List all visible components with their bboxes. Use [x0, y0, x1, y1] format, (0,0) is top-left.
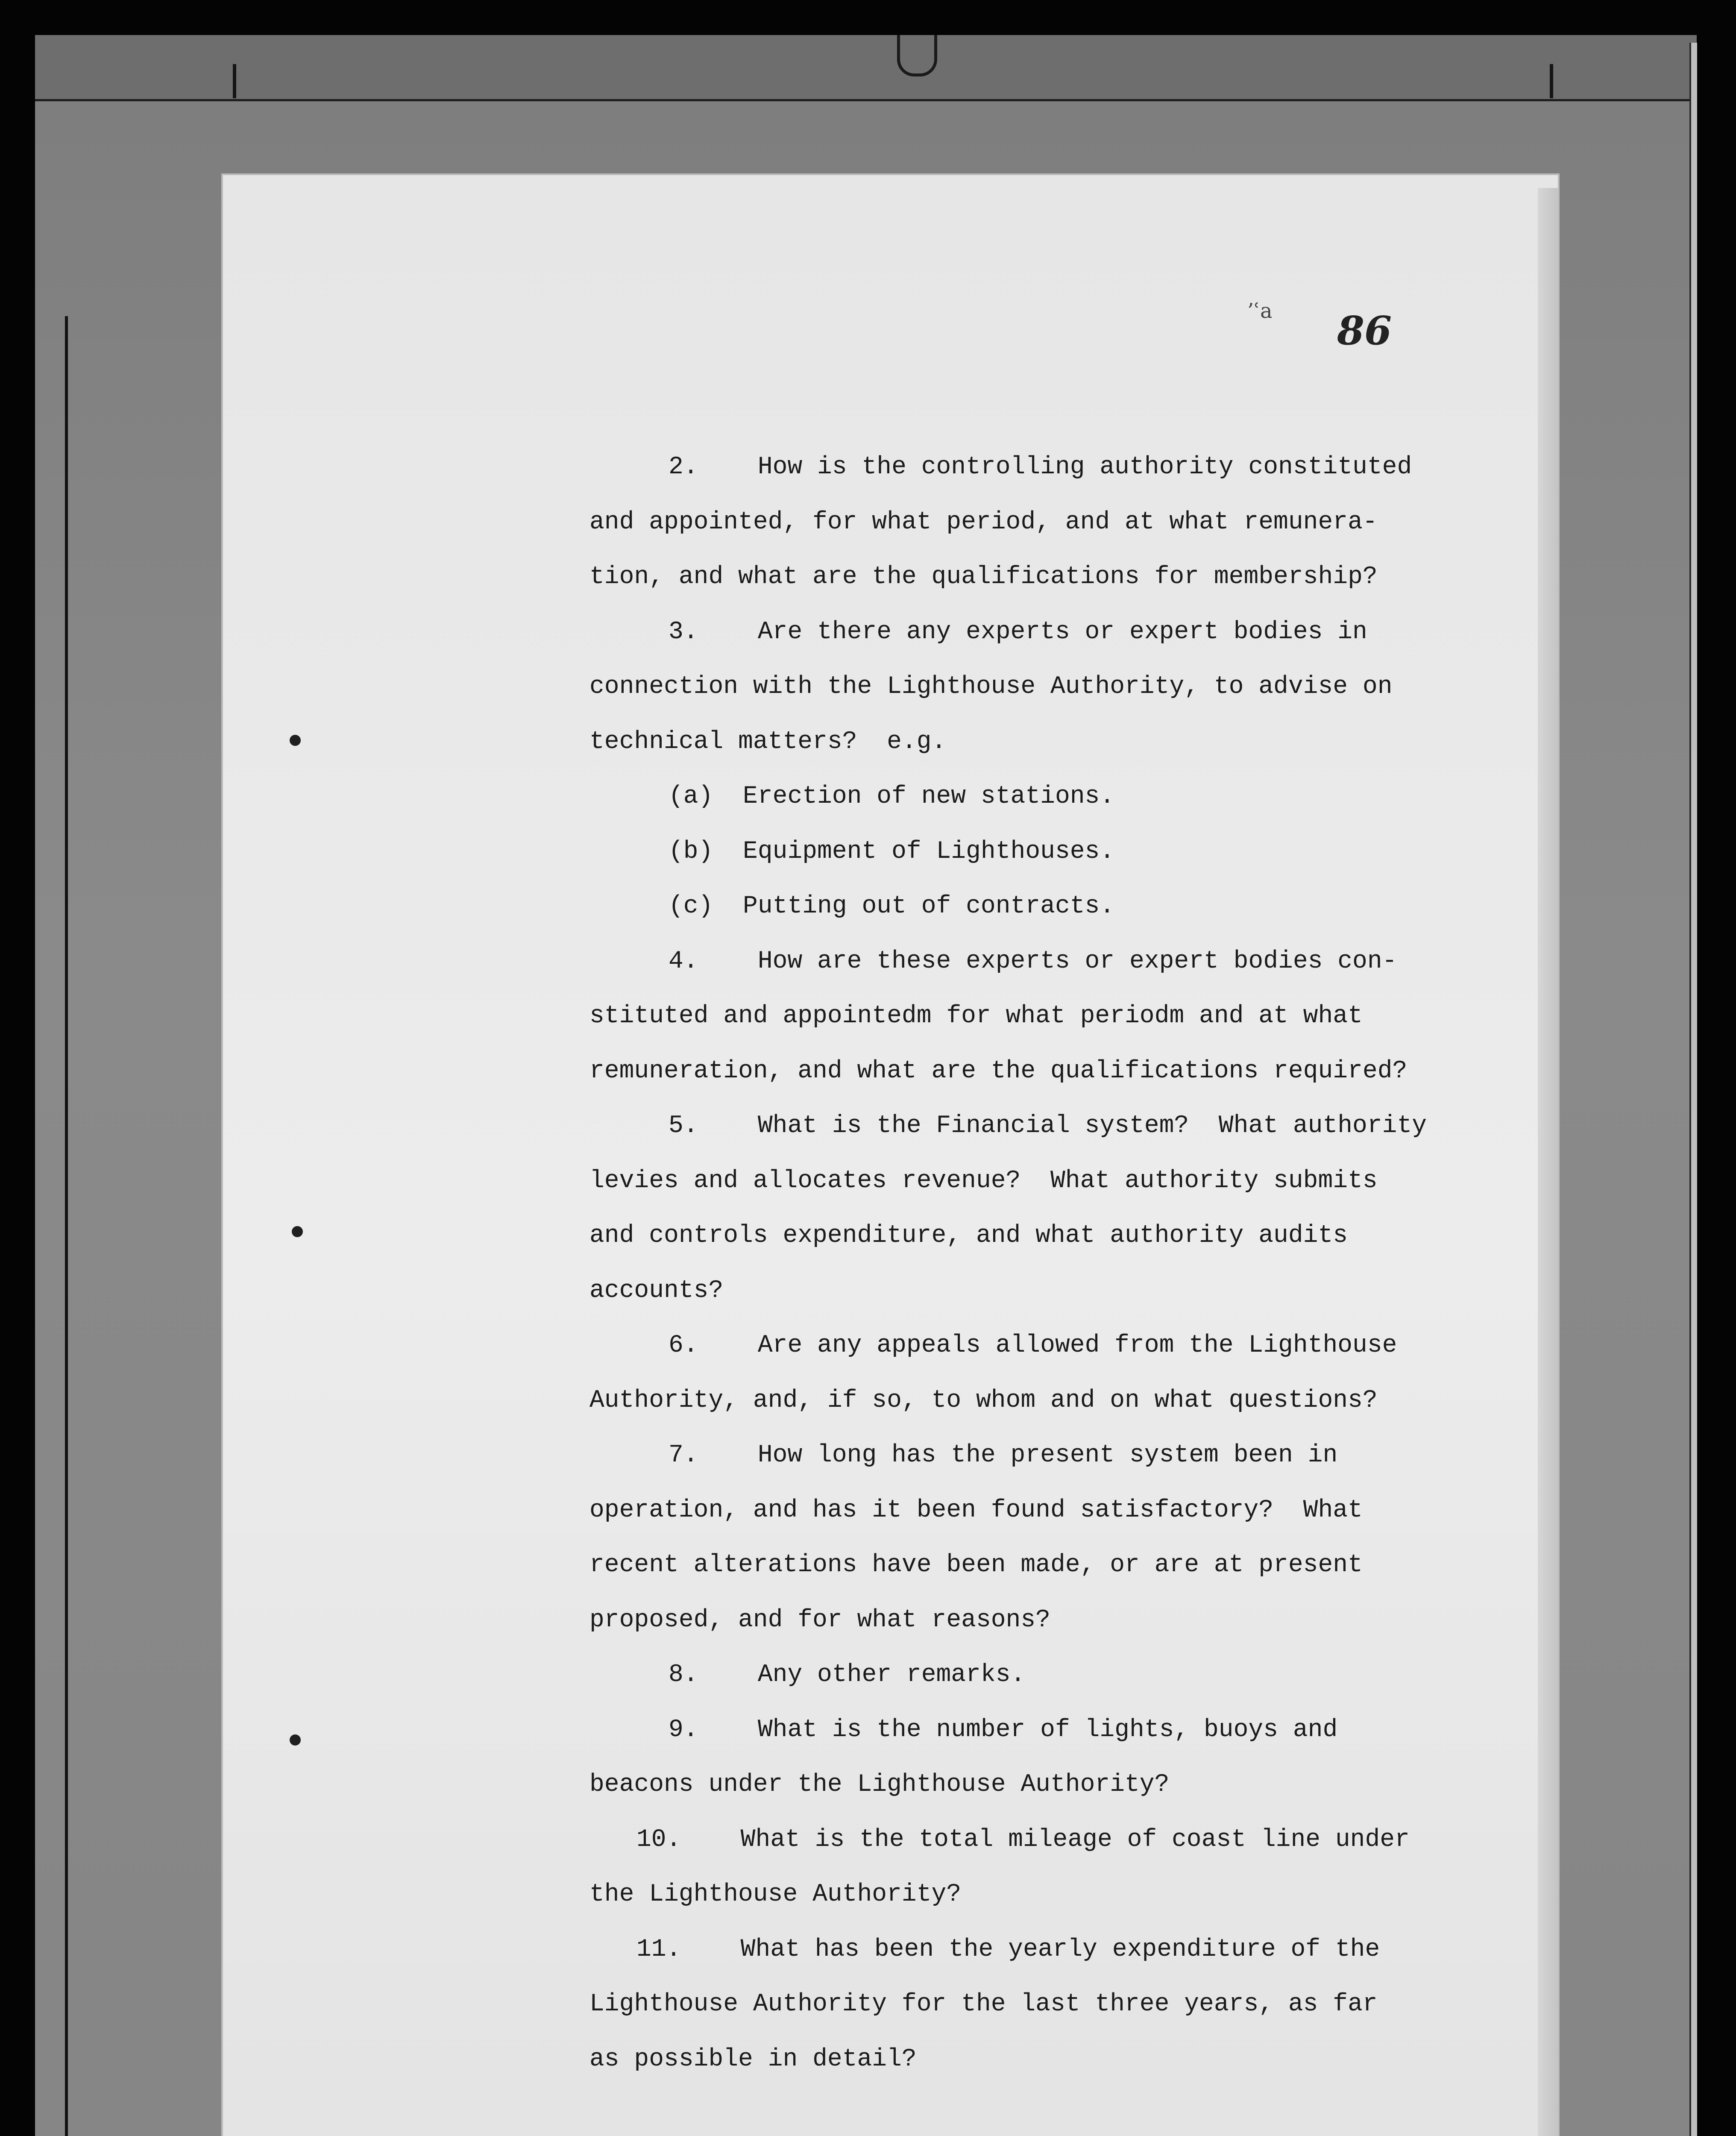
document-line: 4. How are these experts or expert bodies con-	[669, 947, 1397, 975]
frame-tick-left	[233, 64, 236, 98]
document-line: 3. Are there any experts or expert bodies in	[669, 618, 1367, 646]
document-line: levies and allocates revenue? What authority submits	[589, 1167, 1378, 1195]
document-line: the Lighthouse Authority?	[589, 1881, 962, 1908]
document-line: 10. What is the total mileage of coast line under	[636, 1825, 1410, 1854]
document-line: as possible in detail?	[589, 2045, 917, 2073]
frame-notch	[897, 35, 937, 76]
frame-left-line	[65, 316, 68, 2136]
hole-punch-mark	[290, 735, 301, 746]
document-line: 11. What has been the yearly expenditure of the	[636, 1935, 1380, 1963]
document-line: (c) Putting out of contracts.	[669, 892, 1115, 920]
document-line: 8. Any other remarks.	[669, 1661, 1026, 1689]
document-line: 5. What is the Financial system? What authority	[669, 1112, 1427, 1140]
document-body	[589, 440, 1546, 2087]
document-line: (b) Equipment of Lighthouses.	[669, 837, 1115, 866]
document-line: 2. How is the controlling authority constituted	[669, 453, 1412, 481]
document-line: accounts?	[589, 1276, 724, 1305]
document-line: connection with the Lighthouse Authority, to advise on	[589, 673, 1393, 701]
frame-tick-right	[1550, 64, 1553, 98]
document-line: 7. How long has the present system been in	[669, 1441, 1338, 1469]
document-line: proposed, and for what reasons?	[589, 1606, 1050, 1634]
page-mark: ’ʿa	[1247, 299, 1273, 323]
hole-punch-mark	[290, 1734, 301, 1746]
document-line: (a) Erection of new stations.	[669, 783, 1115, 810]
document-line: technical matters? e.g.	[589, 728, 947, 756]
frame-top-strip	[35, 35, 1697, 101]
page-number: 86	[1337, 308, 1392, 354]
document-line: stituted and appointedm for what periodm and at what	[589, 1002, 1363, 1030]
document-line: operation, and has it been found satisfactory? What	[589, 1496, 1363, 1524]
document-line: and controls expenditure, and what authority audits	[589, 1222, 1348, 1250]
document-line: 6. Are any appeals allowed from the Lighthouse	[669, 1332, 1397, 1359]
document-line: tion, and what are the qualifications for membership?	[589, 563, 1378, 591]
document-line: Lighthouse Authority for the last three years, as far	[589, 1990, 1378, 2018]
document-line: and appointed, for what period, and at what remunera-	[589, 508, 1378, 536]
frame-right-bar	[1689, 43, 1697, 2136]
document-line: Authority, and, if so, to whom and on what questions?	[589, 1386, 1378, 1414]
hole-punch-mark	[292, 1226, 303, 1237]
document-line: remuneration, and what are the qualifications required?	[589, 1057, 1408, 1085]
document-line: beacons under the Lighthouse Authority?	[589, 1771, 1170, 1799]
document-line: 9. What is the number of lights, buoys and	[669, 1716, 1338, 1744]
document-line: recent alterations have been made, or are at present	[589, 1551, 1363, 1579]
